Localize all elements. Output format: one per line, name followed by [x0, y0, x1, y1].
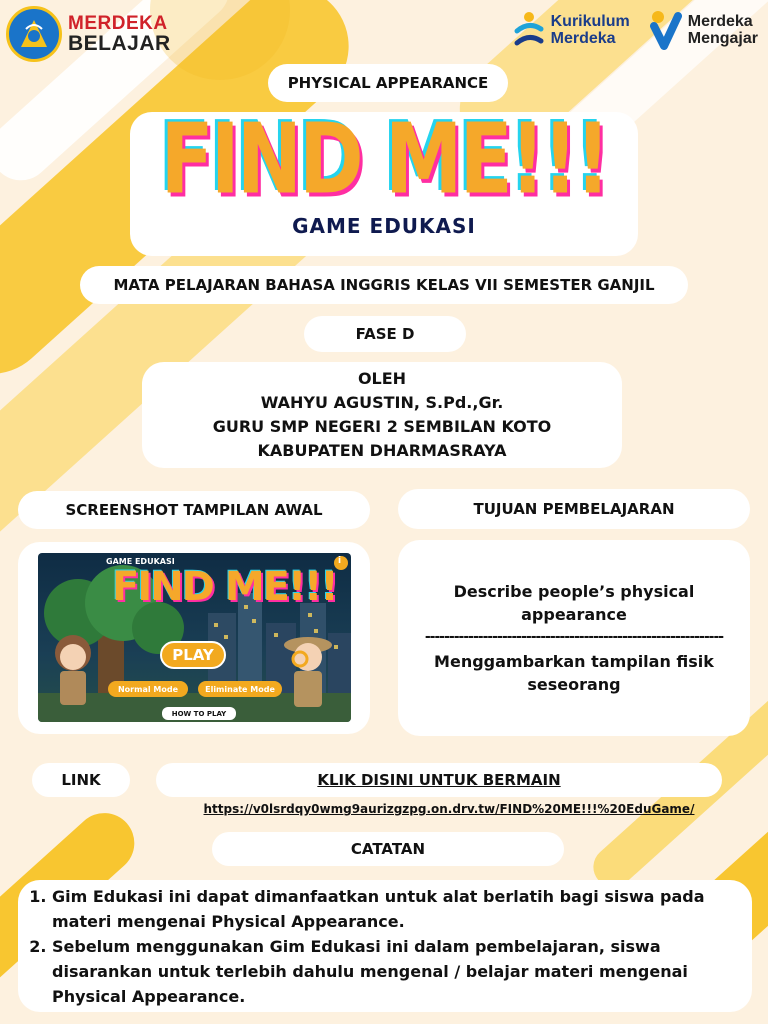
play-link[interactable]: KLIK DISINI UNTUK BERMAIN	[156, 763, 722, 797]
kurikulum-line1: Kurikulum	[550, 13, 630, 30]
catatan-label: CATATAN	[212, 832, 564, 866]
author-name: WAHYU AGUSTIN, S.Pd.,Gr.	[260, 393, 504, 412]
tujuan-indonesian: Menggambarkan tampilan fisik seseorang	[434, 652, 714, 694]
tujuan-section-label: TUJUAN PEMBELAJARAN	[398, 489, 750, 529]
author-card	[142, 362, 622, 468]
phase-label: FASE D	[304, 316, 466, 352]
author-line1: OLEH	[357, 369, 407, 388]
normal-mode-button[interactable]: Normal Mode	[108, 681, 188, 697]
play-button[interactable]: PLAY	[160, 641, 226, 669]
game-url[interactable]: https://v0lsrdqy0wmg9aurizgzpg.on.drv.tw/FIND%20ME!!!%20EduGame/	[203, 802, 695, 816]
catatan-list	[18, 884, 752, 1009]
author-region: KABUPATEN DHARMASRAYA	[257, 441, 507, 460]
tujuan-english: Describe people’s physical appearance	[453, 582, 695, 624]
catatan-item-2: 2. Sebelum menggunakan Gim Edukasi ini dalam pembelajaran, siswa disarankan untuk terlebih dahulu mengenal / belajar materi mengenai Physical Appearance.	[52, 934, 730, 1009]
author-school: GURU SMP NEGERI 2 SEMBILAN KOTO	[212, 417, 552, 436]
game-title: FIND ME!!!	[160, 103, 608, 217]
merdeka-belajar-line2: BELAJAR	[68, 32, 171, 55]
merdeka-belajar-line1: MERDEKA	[68, 13, 168, 34]
link-label: LINK	[32, 763, 130, 797]
logo-merdeka-belajar	[6, 6, 171, 62]
tujuan-separator: --------------------------------------------------------------	[424, 629, 724, 645]
screenshot-title: FIND ME!!!	[112, 564, 337, 610]
mengajar-line1: Merdeka	[687, 13, 753, 30]
game-screenshot[interactable]	[38, 553, 351, 722]
eliminate-mode-button[interactable]: Eliminate Mode	[198, 681, 282, 697]
mengajar-line2: Mengajar	[687, 30, 758, 47]
how-to-play-button[interactable]: HOW TO PLAY	[162, 707, 236, 720]
screenshot-section-label: SCREENSHOT TAMPILAN AWAL	[18, 491, 370, 529]
kurikulum-line2: Merdeka	[550, 30, 616, 47]
screenshot-header: GAME EDUKASI	[106, 557, 175, 566]
title-card	[130, 103, 638, 256]
tujuan-card	[398, 540, 750, 736]
info-icon[interactable]: i	[338, 556, 342, 566]
catatan-item-1: 1. Gim Edukasi ini dapat dimanfaatkan untuk alat berlatih bagi siswa pada materi mengenai Physical Appearance.	[52, 884, 730, 934]
logo-group-right	[513, 10, 758, 50]
catatan-card	[18, 880, 752, 1012]
tut-wuri-handayani-logo	[6, 6, 62, 62]
game-subtitle: GAME EDUKASI	[292, 214, 476, 238]
logo-merdeka-mengajar	[648, 10, 758, 50]
kurikulum-merdeka-icon	[513, 11, 545, 49]
merdeka-belajar-wordmark	[68, 14, 171, 54]
topic-label: PHYSICAL APPEARANCE	[268, 64, 508, 102]
subject-label: MATA PELAJARAN BAHASA INGGRIS KELAS VII SEMESTER GANJIL	[80, 266, 688, 304]
logo-kurikulum-merdeka	[513, 10, 630, 50]
merdeka-mengajar-icon	[648, 10, 682, 50]
tut-wuri-icon	[17, 17, 51, 51]
